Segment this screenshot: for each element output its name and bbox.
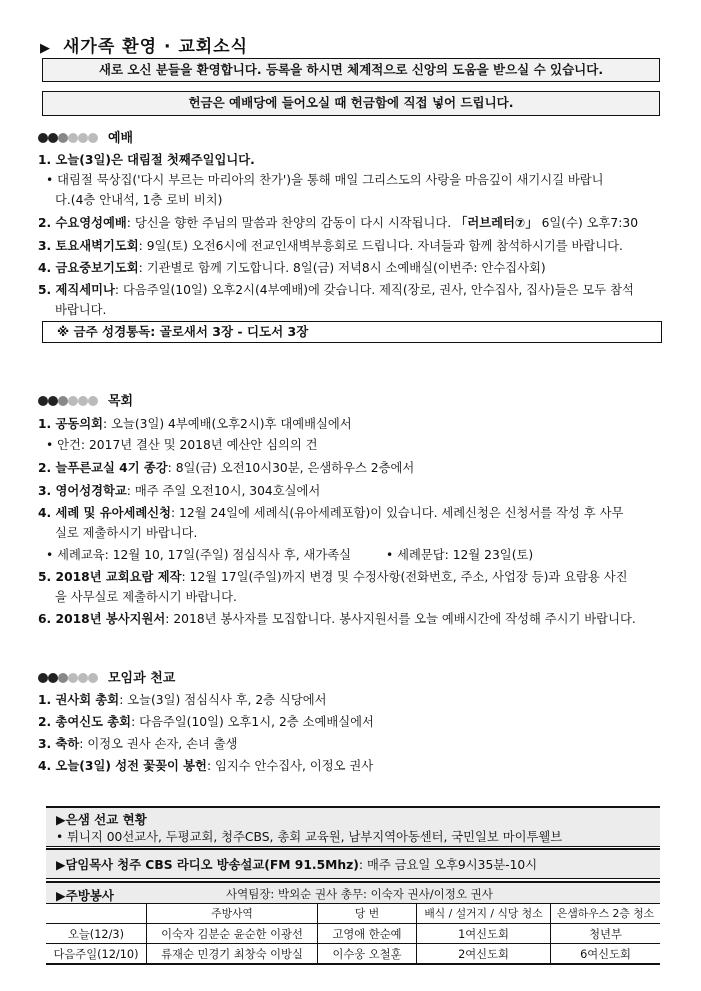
- triangle-icon: ▶: [40, 41, 51, 56]
- worship-item-2: 2. 수요영성예배: 당신을 향한 주님의 말씀과 찬양의 감동이 다시 시작됩니다. 「러브레터⑦」 6일(수) 오후7:30: [38, 216, 639, 230]
- pastoral-item-6: 6. 2018년 봉사지원서: 2018년 봉사자를 모집합니다. 봉사지원서를 오늘 예배시간에 작성해 주시기 바랍니다.: [38, 612, 636, 626]
- mission-status-box: [46, 806, 660, 847]
- meetings-item-3: 3. 축하: 이정오 권사 손자, 손녀 출생: [38, 737, 238, 751]
- pastoral-item-1-note: • 안건: 2017년 결산 및 2018년 예산안 심의의 건: [46, 438, 318, 452]
- worship-item-3: 3. 토요새벽기도회: 9일(토) 오전6시에 전교인새벽부흥회로 드립니다. 자녀들과 함께 참석하시기를 바랍니다.: [38, 239, 623, 253]
- table-cell: 청년부: [551, 924, 661, 944]
- pastoral-item-5-cont: 을 사무실로 제출하시기 바랍니다.: [55, 590, 237, 604]
- radio-sermon-text: ▶담임목사 청주 CBS 라디오 방송설교(FM 91.5Mhz): 매주 금요일 오후9시35분-10시: [56, 858, 538, 872]
- table-cell: 이수웅 오철훈: [318, 944, 417, 965]
- table-cell: 이숙자 김분순 윤순한 이광선: [147, 924, 318, 944]
- table-row: [46, 944, 660, 965]
- table-row: [46, 924, 660, 944]
- table-header-row: [46, 904, 660, 924]
- bible-reading-box: ※ 금주 성경통독: 골로새서 3장 - 디도서 3장: [42, 321, 662, 343]
- kitchen-header: [46, 883, 660, 904]
- mission-list: • 튀니지 00선교사, 두평교회, 청주CBS, 총회 교육원, 남부지역아동센터, 국민일보 마이투웰브: [56, 830, 563, 844]
- dots-icon: [38, 672, 98, 687]
- dots-icon: [38, 132, 98, 147]
- meetings-item-1: 1. 권사회 총회: 오늘(3일) 점심식사 후, 2층 식당에서: [38, 693, 327, 707]
- mission-heading: ▶은샘 선교 현황: [56, 812, 147, 827]
- worship-item-5-cont: 바랍니다.: [55, 303, 107, 317]
- welcome-banner: 새로 오신 분들을 환영합니다. 등록을 하시면 체계적으로 신앙의 도움을 받으실 수 있습니다.: [42, 58, 660, 82]
- pastoral-item-5: 5. 2018년 교회요람 제작: 12월 17일(주일)까지 변경 및 수정사항(전화번호, 주소, 사업장 등)과 요람용 사진: [38, 570, 628, 584]
- pastoral-item-4-edu: • 세례교육: 12월 10, 17일(주일) 점심식사 후, 새가족실: [46, 548, 352, 562]
- kitchen-table: [46, 903, 660, 965]
- table-cell: 고영애 한순예: [318, 924, 417, 944]
- meetings-item-4: 4. 오늘(3일) 성전 꽃꽂이 봉헌: 임지수 안수집사, 이정오 권사: [38, 759, 374, 773]
- kitchen-service-box: [46, 881, 660, 967]
- pastoral-item-3: 3. 영어성경학교: 매주 주일 오전10시, 304호실에서: [38, 484, 321, 498]
- table-header-cell: 주방사역: [147, 904, 318, 924]
- offering-banner: 헌금은 예배당에 들어오실 때 헌금함에 직접 넣어 드립니다.: [42, 91, 660, 116]
- table-cell: 류재순 민경기 최창숙 이방실: [147, 944, 318, 965]
- kitchen-leaders: 사역팀장: 박외순 권사 총무: 이숙자 권사/이정오 권사: [226, 887, 493, 901]
- table-cell: 오늘(12/3): [46, 924, 147, 944]
- table-header-cell: 당 번: [318, 904, 417, 924]
- table-cell: 다음주일(12/10): [46, 944, 147, 965]
- table-header-cell: 은샘하우스 2층 청소: [551, 904, 661, 924]
- meetings-item-2: 2. 총여신도 총회: 다음주일(10일) 오후1시, 2층 소예배실에서: [38, 715, 374, 729]
- pastoral-item-4-cont: 실로 제출하시기 바랍니다.: [55, 526, 198, 540]
- section-heading-meetings: 모임과 천교: [38, 667, 175, 687]
- dots-icon: [38, 395, 98, 410]
- worship-item-4: 4. 금요중보기도회: 기관별로 함께 기도합니다. 8일(금) 저녁8시 소예배실(이번주: 안수집사회): [38, 261, 546, 275]
- table-cell: 2여신도회: [417, 944, 551, 965]
- worship-item-1-note-cont: 다.(4층 안내석, 1층 로비 비치): [55, 193, 223, 207]
- worship-item-5: 5. 제직세미나: 다음주일(10일) 오후2시(4부예배)에 갖습니다. 제직(장로, 권사, 안수집사, 집사)들은 모두 참석: [38, 283, 634, 297]
- page-title: ▶ 새가족 환영 · 교회소식: [40, 37, 249, 57]
- section-heading-worship: 예배: [38, 127, 133, 147]
- pastoral-item-4-exam: • 세례문답: 12월 23일(토): [386, 548, 534, 562]
- pastoral-item-4: 4. 세례 및 유아세례신청: 12월 24일에 세례식(유아세례포함)이 있습니다. 세례신청은 신청서를 작성 후 사무: [38, 506, 624, 520]
- worship-item-1-note: • 대림절 묵상집('다시 부르는 마리아의 찬가')을 통해 매일 그리스도의 사랑을 마음깊이 새기시길 바랍니: [46, 173, 604, 187]
- worship-item-1: 1. 오늘(3일)은 대림절 첫째주일입니다.: [38, 153, 255, 167]
- pastoral-item-2: 2. 늘푸른교실 4기 종강: 8일(금) 오전10시30분, 은샘하우스 2층에서: [38, 461, 415, 475]
- section-heading-pastoral: 목회: [38, 390, 133, 410]
- table-cell: 6여신도회: [551, 944, 661, 965]
- table-header-cell: 배식 / 설거지 / 식당 청소: [417, 904, 551, 924]
- table-header-cell: [46, 904, 147, 924]
- radio-sermon-box: [46, 848, 660, 879]
- pastoral-item-1: 1. 공동의회: 오늘(3일) 4부예배(오후2시)후 대예배실에서: [38, 417, 352, 431]
- table-cell: 1여신도회: [417, 924, 551, 944]
- kitchen-heading: ▶주방봉사: [56, 888, 114, 903]
